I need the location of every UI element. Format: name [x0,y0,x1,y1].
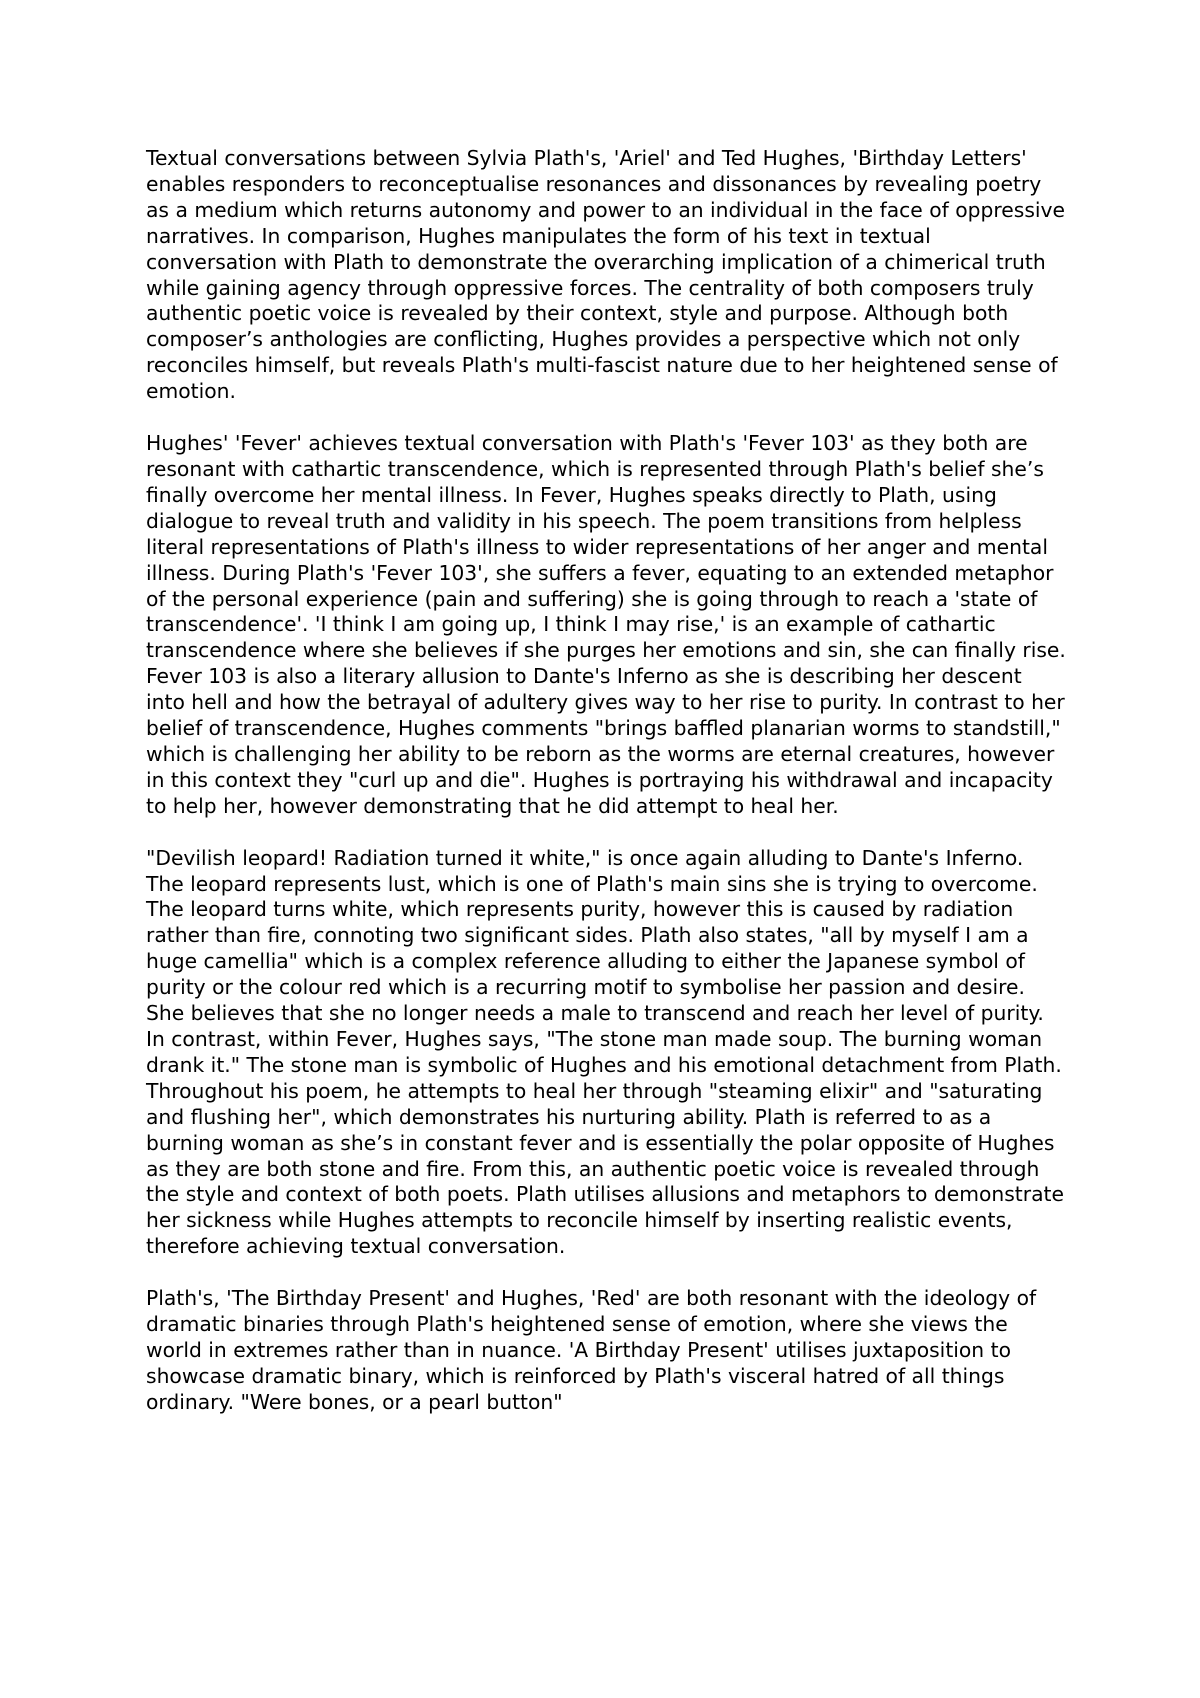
document-body [146,146,1066,1416]
paragraph-3: "Devilish leopard! Radiation turned it white," is once again alluding to Dante's Inferno. The leopard represents lust, which is one of Plath's main sins she is trying to overcome. The leopard turns white, which represents purity, however this is caused by radiation rather than fire, connoting two significant sides. Plath also states, "all by myself I am a huge camellia" which is a complex reference alluding to either the Japanese symbol of purity or the colour red which is a recurring motif to symbolise her passion and desire. She believes that she no longer needs a male to transcend and reach her level of purity. In contrast, within Fever, Hughes says, "The stone man made soup. The burning woman drank it." The stone man is symbolic of Hughes and his emotional detachment from Plath. Throughout his poem, he attempts to heal her through "steaming elixir" and "saturating and flushing her", which demonstrates his nurturing ability. Plath is referred to as a burning woman as she’s in constant fever and is essentially the polar opposite of Hughes as they are both stone and fire. From this, an authentic poetic voice is revealed through the style and context of both poets. Plath utilises allusions and metaphors to demonstrate her sickness while Hughes attempts to reconcile himself by inserting realistic events, therefore achieving textual conversation. [146,845,1064,1259]
paragraph-4: Plath's, 'The Birthday Present' and Hughes, 'Red' are both resonant with the ideology of dramatic binaries through Plath's heightened sense of emotion, where she views the world in extremes rather than in nuance. 'A Birthday Present' utilises juxtaposition to showcase dramatic binary, which is reinforced by Plath's visceral hatred of all things ordinary. "Were bones, or a pearl button" [146,1286,1037,1414]
paragraph-1: Textual conversations between Sylvia Plath's, 'Ariel' and Ted Hughes, 'Birthday Letters' enables responders to reconceptualise resonances and dissonances by revealing poetry as a medium which returns autonomy and power to an individual in the face of oppressive narratives. In comparison, Hughes manipulates the form of his text in textual conversation with Plath to demonstrate the overarching implication of a chimerical truth while gaining agency through oppressive forces. The centrality of both composers truly authentic poetic voice is revealed by their context, style and purpose. Although both composer’s anthologies are conflicting, Hughes provides a perspective which not only reconciles himself, but reveals Plath's multi-fascist nature due to her heightened sense of emotion. [146,146,1066,404]
paragraph-2: Hughes' 'Fever' achieves textual conversation with Plath's 'Fever 103' as they both are resonant with cathartic transcendence, which is represented through Plath's belief she’s finally overcome her mental illness. In Fever, Hughes speaks directly to Plath, using dialogue to reveal truth and validity in his speech. The poem transitions from helpless literal representations of Plath's illness to wider representations of her anger and mental illness. During Plath's 'Fever 103', she suffers a fever, equating to an extended metaphor of the personal experience (pain and suffering) she is going through to reach a 'state of transcendence'. 'I think I am going up, I think I may rise,' is an example of cathartic transcendence where she believes if she purges her emotions and sin, she can finally rise. Fever 103 is also a literary allusion to Dante's Inferno as she is describing her descent into hell and how the betrayal of adultery gives way to her rise to purity. In contrast to her belief of transcendence, Hughes comments "brings baffled planarian worms to standstill," which is challenging her ability to be reborn as the worms are eternal creatures, however in this context they "curl up and die". Hughes is portraying his withdrawal and incapacity to help her, however demonstrating that he did attempt to heal her. [146,431,1066,818]
